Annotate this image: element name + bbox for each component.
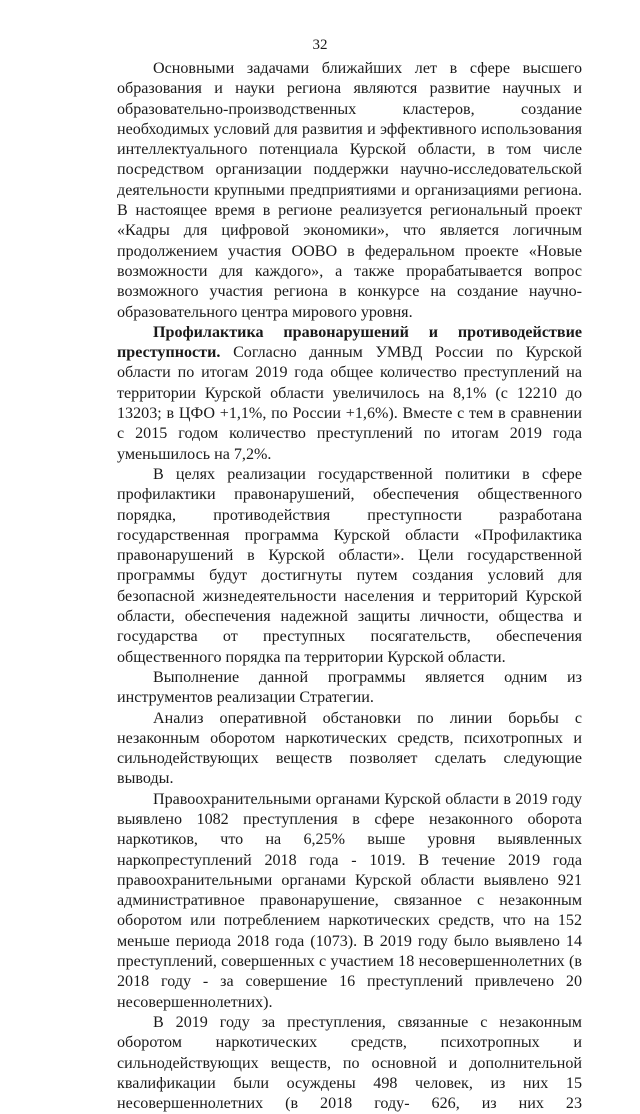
paragraph-text: В целях реализации государственной политики в сфере профилактики правонарушений, обеспечения общественного порядка, противодействия преступности разработана государственная программа Курской области «Профилактика правонарушений в Курской области». Цели государственной программы будут достигнуты путем создания условий для безопасной жизнедеятельности населения и территорий Курской области, обеспечения надежной защиты личности, общества и государства от преступных посягательств, обеспечения общественного порядка па территории Курской области. [117, 465, 582, 666]
paragraph-text: Выполнение данной программы является одним из инструментов реализации Стратегии. [117, 668, 582, 707]
paragraph-higher-education [117, 59, 582, 323]
paragraph-text: Основными задачами ближайших лет в сфере высшего образования и науки региона являются развитие научных и образовательно-производственных кластеров, создание необходимых условий для развития и эффективного использования интеллектуального потенциала Курской области, в том числе посредством организации поддержки научно-исследовательской деятельности крупными предприятиями и организациями региона. В настоящее время в регионе реализуется региональный проект «Кадры для цифровой экономики», что является логичным продолжением участия ООВО в федеральном проекте «Новые возможности для каждого», а также прорабатывается вопрос возможного участия региона в конкурсе на создание научно-образовательного центра мирового уровня. [117, 60, 582, 321]
paragraph-convictions [117, 1013, 582, 1114]
paragraph-text: В 2019 году за преступления, связанные с незаконным оборотом наркотических средств, психотропных и сильнодействующих веществ, по основной и дополнительной квалификации были осуждены 498 человек, из них 15 несовершеннолетних (в 2018 году- 626, из них 23 [117, 1013, 582, 1113]
section-heading: Профилактика правонарушений и противодействие преступности. [117, 323, 582, 362]
paragraph-drug-analysis [117, 709, 582, 790]
paragraph-text: Анализ оперативной обстановки по линии борьбы с незаконным оборотом наркотических средств, психотропных и сильнодействующих веществ позволяет сделать следующие выводы. [117, 709, 582, 788]
paragraph-state-program [117, 465, 582, 668]
paragraph-text: Согласно данным УМВД России по Курской области по итогам 2019 года общее количество преступлений на территории Курской области увеличилось на 8,1% (с 12210 до 13203; в ЦФО +1,1%, по России +1,6%). Вместе с тем в сравнении с 2015 годом количество преступлений по итогам 2019 года уменьшилось на 7,2%. [117, 344, 582, 463]
paragraph-text: Правоохранительными органами Курской области в 2019 году выявлено 1082 преступления в сфере незаконного оборота наркотиков, что на 6,25% выше уровня выявленных наркопреступлений 2018 года - 1019. В течение 2019 года правоохранительными органами Курской области выявлено 921 административное правонарушение, связанное с незаконным оборотом или потреблением наркотических средств, что на 152 меньше периода 2018 года (1073). В 2019 году было выявлено 14 преступлений, совершенных с участием 18 несовершеннолетних (в 2018 году - за совершение 16 преступлений привлечено 20 несовершеннолетних). [117, 790, 582, 1011]
paragraph-drug-statistics [117, 790, 582, 1013]
paragraph-crime-prevention [117, 323, 582, 465]
page-number: 32 [312, 37, 328, 53]
paragraph-program-instrument [117, 668, 582, 709]
document-body [117, 59, 582, 1114]
